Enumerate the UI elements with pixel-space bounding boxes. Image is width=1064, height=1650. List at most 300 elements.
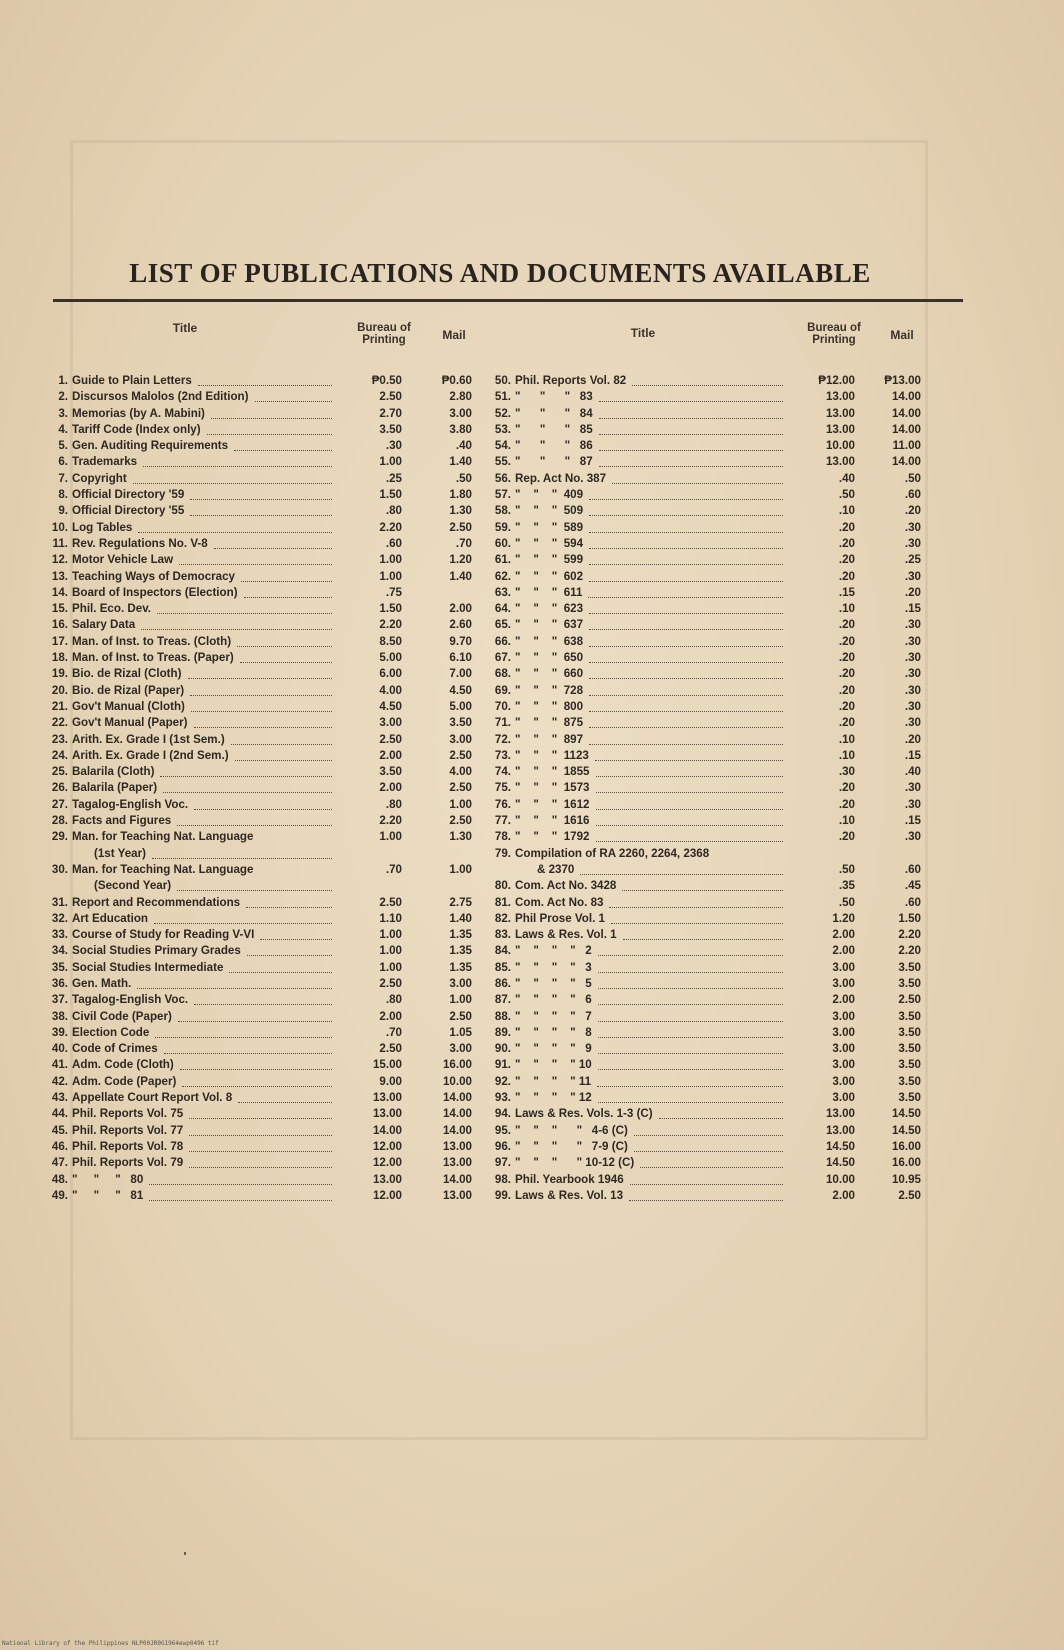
publication-row: [493, 569, 933, 585]
mail-price: 14.50: [891, 1123, 921, 1137]
publication-row: [493, 1041, 933, 1057]
publication-row: [50, 683, 480, 699]
dotted-leader: [189, 1150, 332, 1152]
bureau-price: .10: [838, 814, 855, 828]
item-number: 71.: [494, 716, 511, 730]
item-title: Adm. Code (Paper): [72, 1074, 177, 1088]
item-number: 38.: [51, 1009, 68, 1023]
item-title: Course of Study for Reading V-VI: [72, 928, 255, 942]
mail-price: 2.50: [898, 993, 921, 1007]
publication-row: [50, 764, 480, 780]
dotted-leader: [632, 384, 783, 386]
dotted-leader: [589, 498, 783, 500]
item-title: Com. Act No. 83: [515, 895, 604, 909]
item-number: 5.: [58, 439, 68, 453]
bureau-price: .20: [838, 553, 855, 567]
item-title: Log Tables: [72, 520, 133, 534]
item-number: 47.: [51, 1156, 68, 1170]
mail-price: 1.40: [449, 455, 472, 469]
dotted-leader: [214, 547, 332, 549]
bureau-price: 2.50: [379, 732, 402, 746]
publication-row: [50, 1155, 480, 1171]
bureau-price: 12.00: [372, 1188, 402, 1202]
publication-row: [493, 487, 933, 503]
dotted-leader: [189, 1134, 332, 1136]
dotted-leader: [240, 661, 332, 663]
dotted-leader: [194, 726, 332, 728]
item-title: " " " " 12: [515, 1091, 592, 1105]
item-number: 68.: [494, 667, 511, 681]
item-number: 58.: [494, 504, 511, 518]
dotted-leader: [634, 1134, 783, 1136]
dotted-leader: [589, 645, 783, 647]
dotted-leader: [164, 1052, 332, 1054]
dotted-leader: [588, 596, 783, 598]
item-number: 15.: [51, 602, 68, 616]
publication-row: [493, 878, 933, 894]
right-title-header: Title: [630, 326, 656, 340]
item-title: Phil. Reports Vol. 75: [72, 1107, 184, 1121]
publication-row: [493, 634, 933, 650]
mail-price: .30: [904, 634, 921, 648]
item-number: 44.: [51, 1107, 68, 1121]
item-title: Phil. Reports Vol. 78: [72, 1139, 184, 1153]
dotted-leader: [589, 628, 783, 630]
item-title: " " " 81: [72, 1188, 144, 1202]
dotted-leader: [598, 1101, 783, 1103]
bureau-price: .30: [838, 765, 855, 779]
bureau-price: ₱12.00: [818, 374, 855, 387]
publication-row: [493, 829, 933, 845]
left-bureau-header: [346, 322, 422, 346]
dotted-leader: [589, 694, 783, 696]
mail-price: 2.50: [449, 520, 472, 534]
item-number: 81.: [494, 895, 511, 909]
item-title: " " " 800: [515, 699, 584, 713]
publication-row: [50, 617, 480, 633]
bureau-price: 13.00: [825, 1107, 855, 1121]
bureau-price: 13.00: [825, 1123, 855, 1137]
bureau-price: .20: [838, 716, 855, 730]
mail-price: 16.00: [442, 1058, 472, 1072]
publication-row: [493, 732, 933, 748]
publication-row: [493, 1025, 933, 1041]
publication-row: [493, 960, 933, 976]
mail-price: .45: [904, 879, 921, 893]
dotted-leader: [589, 547, 783, 549]
item-number: 9.: [58, 504, 68, 518]
item-number: 2.: [58, 390, 68, 404]
bureau-price: .20: [838, 699, 855, 713]
dotted-leader: [179, 563, 332, 565]
mail-price: 11.00: [892, 439, 921, 453]
item-number: 61.: [494, 553, 511, 567]
item-title: Facts and Figures: [72, 814, 172, 828]
publication-row: [50, 960, 480, 976]
right-publication-list: [493, 373, 933, 1204]
item-title: Art Education: [72, 911, 149, 925]
publication-row: [50, 634, 480, 650]
mail-price: 1.00: [449, 862, 472, 876]
dotted-leader: [599, 465, 783, 467]
mail-price: .25: [904, 553, 921, 567]
item-title: " " " 637: [515, 618, 584, 632]
dotted-leader: [237, 645, 332, 647]
publication-row: [493, 1074, 933, 1090]
mail-price: ₱13.00: [884, 374, 921, 387]
item-title: Report and Recommendations: [72, 895, 241, 909]
dotted-leader: [589, 563, 783, 565]
mail-price: 6.10: [449, 651, 472, 665]
mail-price: 13.00: [442, 1139, 472, 1153]
publication-row: [50, 1172, 480, 1188]
dotted-leader: [149, 1199, 332, 1201]
bureau-price: .25: [385, 471, 402, 485]
dotted-leader: [611, 922, 783, 924]
dotted-leader: [241, 580, 332, 582]
mail-price: 1.35: [449, 960, 472, 974]
publication-row: [50, 373, 480, 389]
dotted-leader: [589, 531, 783, 533]
mail-price: 2.50: [449, 748, 472, 762]
item-number: 23.: [51, 732, 68, 746]
item-number: 40.: [51, 1042, 68, 1056]
bureau-price: 2.00: [832, 928, 855, 942]
item-number: 65.: [494, 618, 511, 632]
bureau-price: .10: [838, 732, 855, 746]
item-title: " " " 602: [515, 569, 584, 583]
dotted-leader: [178, 1020, 332, 1022]
dotted-leader: [589, 677, 783, 679]
item-title: " " " " 10-12 (C): [515, 1156, 635, 1170]
item-title: Phil. Reports Vol. 77: [72, 1123, 184, 1137]
mail-price: 4.00: [449, 765, 472, 779]
mail-price: 3.50: [898, 1091, 921, 1105]
dotted-leader: [177, 824, 332, 826]
item-number: 99.: [494, 1188, 511, 1202]
bureau-price: 2.50: [379, 1042, 402, 1056]
item-number: 72.: [494, 732, 511, 746]
dotted-leader: [138, 531, 332, 533]
publication-row: [493, 846, 933, 879]
item-title: Tariff Code (Index only): [72, 422, 201, 436]
item-title: " " " 409: [515, 488, 584, 502]
item-number: 46.: [51, 1139, 68, 1153]
bureau-price: 14.00: [372, 1123, 402, 1137]
item-number: 98.: [494, 1172, 511, 1186]
item-title: Gen. Auditing Requirements: [72, 439, 229, 453]
mail-price: 10.95: [891, 1172, 921, 1186]
item-title: " " " 638: [515, 634, 584, 648]
mail-price: 3.50: [898, 1009, 921, 1023]
item-title: Tagalog-English Voc.: [72, 797, 189, 811]
dotted-leader: [599, 400, 783, 402]
item-title: Laws & Res. Vol. 13: [515, 1188, 624, 1202]
dotted-leader: [182, 1085, 332, 1087]
item-title: Trademarks: [72, 455, 138, 469]
item-number: 22.: [51, 716, 68, 730]
bureau-price: 10.00: [825, 439, 855, 453]
publication-row: [493, 601, 933, 617]
item-number: 83.: [494, 928, 511, 942]
bureau-price: .80: [385, 504, 402, 518]
mail-price: .70: [455, 536, 472, 550]
item-title: Appellate Court Report Vol. 8: [72, 1091, 233, 1105]
publication-row: [50, 911, 480, 927]
bureau-price: .20: [838, 536, 855, 550]
dotted-leader: [137, 987, 332, 989]
dotted-leader: [659, 1117, 783, 1119]
bureau-price: 3.00: [832, 976, 855, 990]
bureau-price: .75: [385, 585, 402, 599]
publication-row: [50, 471, 480, 487]
mail-price: 1.30: [449, 830, 472, 844]
dotted-leader: [589, 612, 783, 614]
item-number: 89.: [494, 1025, 511, 1039]
item-number: 95.: [494, 1123, 511, 1137]
mail-price: 1.05: [449, 1025, 472, 1039]
item-title: Bio. de Rizal (Paper): [72, 683, 185, 697]
mail-price: 2.60: [449, 618, 472, 632]
item-number: 32.: [51, 911, 68, 925]
item-number: 84.: [494, 944, 511, 958]
item-title: Official Directory '59: [72, 488, 185, 502]
item-title: " " " 599: [515, 553, 584, 567]
item-number: 1.: [58, 374, 68, 387]
dotted-leader: [589, 514, 783, 516]
item-title: " " " " 10: [515, 1058, 592, 1072]
item-title: Board of Inspectors (Election): [72, 585, 238, 599]
publication-row: [493, 1139, 933, 1155]
mail-price: 2.80: [449, 390, 472, 404]
publication-row: [50, 862, 480, 895]
publication-row: [50, 454, 480, 470]
item-title: Rev. Regulations No. V-8: [72, 536, 208, 550]
mail-price: 3.50: [898, 1025, 921, 1039]
mail-price: 14.00: [891, 390, 921, 404]
publication-row: [493, 666, 933, 682]
item-number: 6.: [58, 455, 68, 469]
item-title: Phil. Reports Vol. 82: [515, 374, 627, 387]
item-number: 7.: [58, 471, 68, 485]
publication-row: [493, 748, 933, 764]
item-number: 49.: [51, 1188, 68, 1202]
dotted-leader: [598, 1052, 783, 1054]
mail-price: 7.00: [449, 667, 472, 681]
item-number: 37.: [51, 993, 68, 1007]
bureau-price: .70: [385, 1025, 402, 1039]
item-number: 66.: [494, 634, 511, 648]
item-title: " " " 1792: [515, 830, 590, 844]
title-rule: [53, 299, 963, 302]
publication-row: [50, 1041, 480, 1057]
mail-price: 1.35: [449, 944, 472, 958]
publication-row: [50, 813, 480, 829]
mail-price: 2.20: [898, 944, 921, 958]
bureau-price: 2.00: [832, 993, 855, 1007]
dotted-leader: [598, 971, 783, 973]
item-title: Arith. Ex. Grade I (1st Sem.): [72, 732, 225, 746]
mail-price: 14.00: [891, 455, 921, 469]
mail-price: 16.00: [891, 1139, 921, 1153]
dotted-leader: [612, 482, 783, 484]
bureau-price: ₱0.50: [371, 374, 402, 387]
dotted-leader: [133, 482, 332, 484]
item-number: 77.: [494, 814, 511, 828]
item-number: 35.: [51, 960, 68, 974]
item-number: 41.: [51, 1058, 68, 1072]
dotted-leader: [255, 400, 332, 402]
mail-price: 14.00: [442, 1123, 472, 1137]
mail-price: .40: [904, 765, 921, 779]
dotted-leader: [190, 514, 332, 516]
mail-price: 3.50: [449, 716, 472, 730]
item-number: 91.: [494, 1058, 511, 1072]
mail-price: 3.50: [898, 1058, 921, 1072]
item-number: 50.: [494, 374, 511, 387]
item-title: Man. for Teaching Nat. Language: [72, 830, 254, 844]
left-bureau-header-line1: Bureau of: [357, 322, 411, 334]
publication-row: [50, 536, 480, 552]
mail-price: .50: [455, 471, 472, 485]
dotted-leader: [580, 873, 783, 875]
item-number: 86.: [494, 976, 511, 990]
item-number: 19.: [51, 667, 68, 681]
dotted-leader: [623, 938, 783, 940]
item-title-continued: (Second Year): [94, 879, 172, 893]
item-number: 97.: [494, 1156, 511, 1170]
bureau-price: 3.00: [379, 716, 402, 730]
item-number: 14.: [51, 585, 68, 599]
mail-price: 1.00: [449, 993, 472, 1007]
publication-row: [493, 406, 933, 422]
dotted-leader: [231, 743, 332, 745]
mail-price: 1.00: [449, 797, 472, 811]
dotted-leader: [596, 775, 783, 777]
left-bureau-header-line2: Printing: [362, 334, 406, 346]
dotted-leader: [235, 759, 332, 761]
bureau-price: 13.00: [825, 422, 855, 436]
publication-row: [50, 438, 480, 454]
mail-price: .30: [904, 699, 921, 713]
item-title: " " " " 3: [515, 960, 592, 974]
bureau-price: 9.00: [379, 1074, 402, 1088]
mail-price: .30: [904, 651, 921, 665]
item-number: 78.: [494, 830, 511, 844]
item-number: 11.: [52, 536, 68, 550]
bureau-price: .20: [838, 618, 855, 632]
bureau-price: 2.50: [379, 976, 402, 990]
item-number: 10.: [51, 520, 68, 534]
mail-price: 3.50: [898, 1042, 921, 1056]
item-title: " " " 594: [515, 536, 584, 550]
item-number: 8.: [58, 488, 68, 502]
dotted-leader: [598, 1036, 783, 1038]
bureau-price: 1.00: [379, 569, 402, 583]
bureau-price: 12.00: [372, 1156, 402, 1170]
item-title: Discursos Malolos (2nd Edition): [72, 390, 249, 404]
item-title: Gen. Math.: [72, 976, 132, 990]
bureau-price: 2.00: [832, 1188, 855, 1202]
publication-row: [50, 601, 480, 617]
item-number: 54.: [494, 439, 511, 453]
mail-price: .15: [904, 748, 921, 762]
mail-price: .60: [904, 895, 921, 909]
item-title: Balarila (Cloth): [72, 765, 155, 779]
publication-row: [50, 487, 480, 503]
mail-price: .30: [904, 716, 921, 730]
publication-row: [50, 666, 480, 682]
publication-row: [50, 895, 480, 911]
item-number: 93.: [494, 1091, 511, 1105]
item-number: 82.: [494, 911, 511, 925]
item-title: " " " " 2: [515, 944, 592, 958]
item-number: 12.: [51, 553, 68, 567]
dotted-leader: [244, 596, 332, 598]
item-number: 69.: [494, 683, 511, 697]
bureau-price: .10: [838, 504, 855, 518]
bureau-price: 1.00: [379, 928, 402, 942]
item-title: Motor Vehicle Law: [72, 553, 174, 567]
publication-row: [493, 454, 933, 470]
item-title: Balarila (Paper): [72, 781, 158, 795]
bureau-price: .80: [385, 797, 402, 811]
item-number: 33.: [51, 928, 68, 942]
item-number: 64.: [494, 602, 511, 616]
publication-row: [50, 585, 480, 601]
publication-row: [493, 438, 933, 454]
publication-row: [50, 780, 480, 796]
item-number: 45.: [51, 1123, 68, 1137]
bureau-price: 1.00: [379, 455, 402, 469]
item-title: Com. Act No. 3428: [515, 879, 617, 893]
item-title: " " " 84: [515, 406, 593, 420]
publication-row: [493, 1090, 933, 1106]
item-title-continued: & 2370: [537, 862, 575, 876]
item-title: " " " " 7: [515, 1009, 592, 1023]
item-title: Man. of Inst. to Treas. (Paper): [72, 651, 234, 665]
bureau-price: .70: [385, 862, 402, 876]
item-number: 53.: [494, 422, 511, 436]
item-number: 96.: [494, 1139, 511, 1153]
dotted-leader: [629, 1199, 783, 1201]
mail-price: 9.70: [449, 634, 472, 648]
item-title: " " " " 5: [515, 976, 592, 990]
bureau-price: 1.50: [379, 488, 402, 502]
left-mail-header: Mail: [442, 328, 466, 342]
bureau-price: 2.00: [379, 781, 402, 795]
publication-row: [50, 1057, 480, 1073]
item-number: 79.: [494, 846, 511, 860]
publication-row: [493, 1009, 933, 1025]
bureau-price: 13.00: [825, 390, 855, 404]
bureau-price: .80: [385, 993, 402, 1007]
publication-row: [493, 1057, 933, 1073]
item-title: Laws & Res. Vols. 1-3 (C): [515, 1107, 653, 1121]
mail-price: .30: [904, 536, 921, 550]
mail-price: 2.50: [449, 814, 472, 828]
publication-row: [493, 552, 933, 568]
item-title: Memorias (by A. Mabini): [72, 406, 205, 420]
mail-price: 1.50: [898, 911, 921, 925]
dotted-leader: [211, 417, 332, 419]
publication-row: [50, 552, 480, 568]
publication-row: [493, 520, 933, 536]
publication-row: [493, 764, 933, 780]
mail-price: .30: [904, 683, 921, 697]
mail-price: 14.00: [891, 406, 921, 420]
item-number: 67.: [494, 651, 511, 665]
